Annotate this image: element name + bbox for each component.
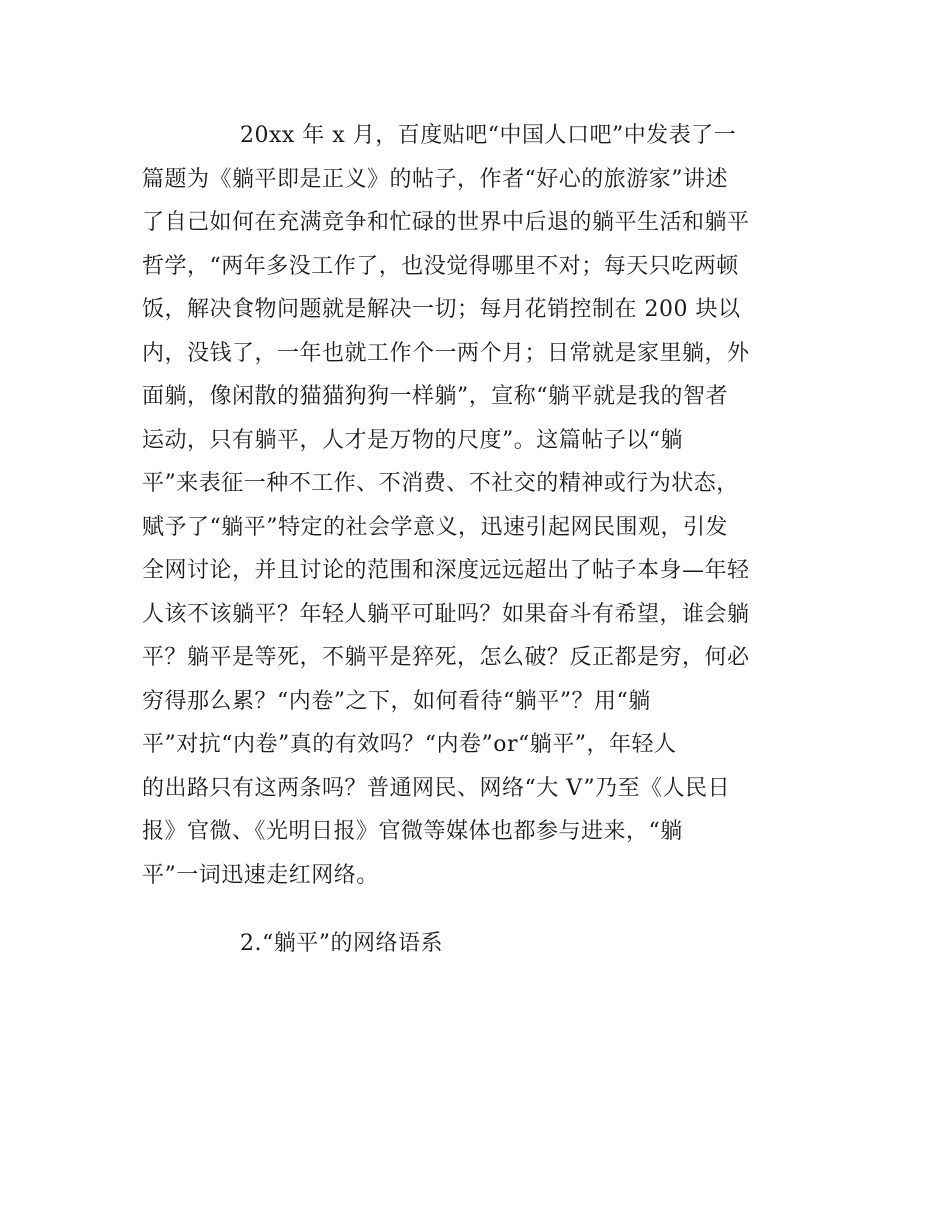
body-paragraph	[142, 114, 812, 897]
paragraph-line: 内，没钱了，一年也就工作个一两个月；日常就是家里躺，外	[142, 340, 750, 366]
paragraph-line: 平”对抗“内卷”真的有效吗？“内卷”or“躺平”，年轻人	[142, 732, 677, 757]
paragraph-line: 运动，只有躺平，人才是万物的尺度”。这篇帖子以“躺	[142, 427, 683, 453]
paragraph-line: 的出路只有这两条吗？普通网民、网络“大 V”乃至《人民日	[142, 775, 731, 801]
paragraph-line: 穷得那么累？“内卷”之下，如何看待“躺平”？用“躺	[142, 688, 651, 714]
paragraph-line: 饭，解决食物问题就是解决一切；每月花销控制在 200 块以	[142, 297, 741, 322]
paragraph-line: 篇题为《躺平即是正义》的帖子，作者“好心的旅游家”讲述	[142, 166, 728, 192]
paragraph-line: 了自己如何在充满竞争和忙碌的世界中后退的躺平生活和躺平	[142, 210, 750, 235]
paragraph-line: 平”来表征一种不工作、不消费、不社交的精神或行为状态，	[142, 471, 739, 496]
paragraph-line: 20xx 年 x 月，百度贴吧“中国人口吧”中发表了一	[240, 123, 737, 148]
paragraph-line: 报》官微、《光明日报》官微等媒体也都参与进来，“躺	[142, 819, 683, 844]
paragraph-line: 人该不该躺平？年轻人躺平可耻吗？如果奋斗有希望，谁会躺	[142, 601, 750, 627]
section-heading: 2.“躺平”的网络语系	[240, 931, 443, 956]
paragraph-line: 全网讨论，并且讨论的范围和深度远远超出了帖子本身—年轻	[142, 558, 750, 583]
paragraph-line: 赋予了“躺平”特定的社会学意义，迅速引起网民围观，引发	[142, 514, 728, 540]
paragraph-line: 平”一词迅速走红网络。	[142, 862, 379, 888]
paragraph-line: 哲学，“两年多没工作了，也没觉得哪里不对；每天只吃两顿	[142, 253, 739, 279]
paragraph-line: 面躺，像闲散的猫猫狗狗一样躺”，宣称“躺平就是我的智者	[142, 384, 728, 409]
paragraph-line: 平？躺平是等死，不躺平是猝死，怎么破？反正都是穷，何必	[142, 645, 750, 670]
